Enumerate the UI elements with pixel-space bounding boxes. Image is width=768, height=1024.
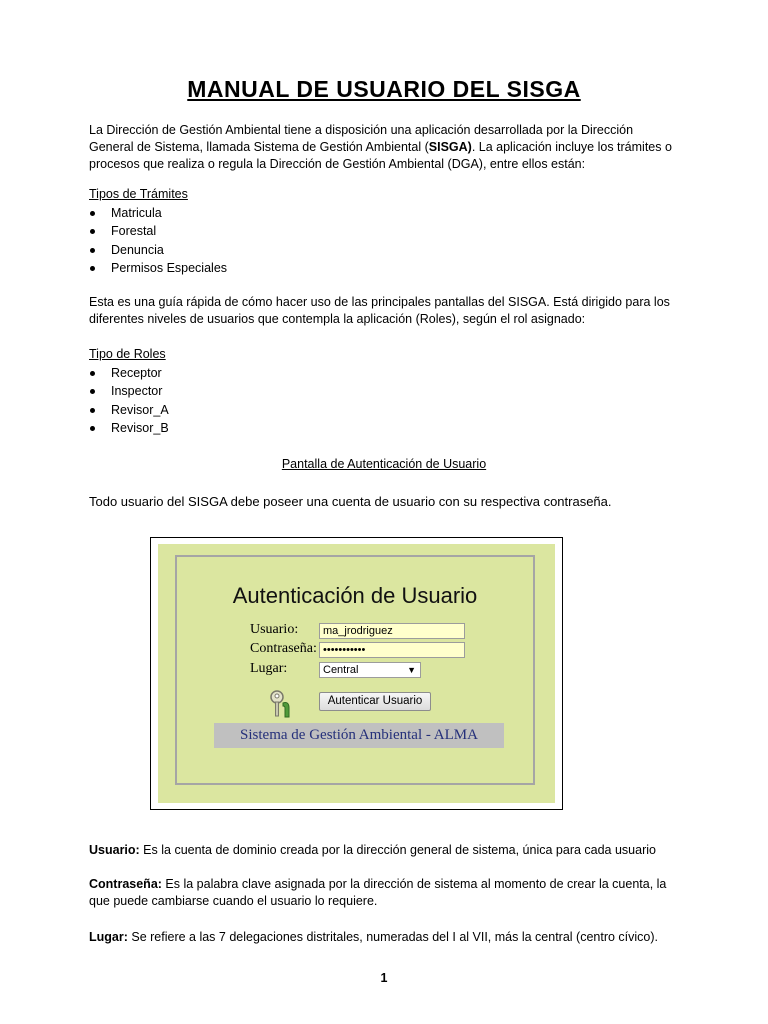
intro-text-2: . La aplicación incluye los trámites o procesos que realiza o regula la Dirección de Gestión Ambiental (DGA), entre ellos están: xyxy=(89,140,672,171)
definition-term: Lugar: xyxy=(89,930,128,944)
login-frame xyxy=(175,555,535,785)
page-number: 1 xyxy=(380,971,388,985)
roles-list xyxy=(89,364,169,438)
intro-paragraph xyxy=(89,122,679,173)
guide-paragraph: Esta es una guía rápida de cómo hacer uso de las principales pantallas del SISGA. Está dirigido para los diferentes niveles de usuarios que contempla la aplicación (Roles), según el rol asignado: xyxy=(89,295,670,326)
section-title: Pantalla de Autenticación de Usuario xyxy=(281,457,487,471)
definition-text: Es la cuenta de dominio creada por la dirección general de sistema, única para cada usuario xyxy=(139,843,656,857)
usuario-input[interactable]: ma_jrodriguez xyxy=(319,623,465,639)
contrasena-label: Contraseña: xyxy=(250,641,317,656)
definition-text: Se refiere a las 7 delegaciones distritales, numeradas del I al VII, más la central (centro cívico). xyxy=(127,930,658,944)
list-item: Inspector xyxy=(89,382,169,400)
definition-text: Es la palabra clave asignada por la dirección de sistema al momento de crear la cuenta, la que puede cambiarse cuando el usuario lo requiere. xyxy=(89,877,667,908)
chevron-down-icon: ▼ xyxy=(407,665,416,675)
definition-term: Usuario: xyxy=(89,843,140,857)
keys-icon xyxy=(269,689,295,719)
intro-text-1: La Dirección de Gestión Ambiental tiene a disposición una aplicación desarrollada por la Dirección General de Sistema, llamada Sistema de Gestión Ambiental ( xyxy=(89,123,634,154)
roles-heading: Tipo de Roles xyxy=(89,347,166,361)
lugar-select[interactable] xyxy=(319,662,421,678)
list-item: Matricula xyxy=(89,204,227,222)
tramites-list xyxy=(89,204,227,278)
definition-usuario xyxy=(89,842,679,859)
definition-contrasena xyxy=(89,876,679,910)
tramites-heading: Tipos de Trámites xyxy=(89,187,188,201)
list-item: Revisor_B xyxy=(89,419,169,437)
definition-term: Contraseña: xyxy=(89,877,162,891)
list-item: Permisos Especiales xyxy=(89,259,227,277)
system-banner: Sistema de Gestión Ambiental - ALMA xyxy=(214,723,504,748)
usuario-label: Usuario: xyxy=(250,622,299,637)
document-title: MANUAL DE USUARIO DEL SISGA xyxy=(187,76,581,102)
section-intro: Todo usuario del SISGA debe poseer una cuenta de usuario con su respectiva contraseña. xyxy=(89,494,612,509)
intro-text-bold: SISGA) xyxy=(428,140,472,154)
list-item: Denuncia xyxy=(89,241,227,259)
lugar-label: Lugar: xyxy=(250,661,288,676)
list-item: Receptor xyxy=(89,364,169,382)
authenticate-button[interactable]: Autenticar Usuario xyxy=(319,692,431,711)
list-item: Forestal xyxy=(89,222,227,240)
list-item: Revisor_A xyxy=(89,401,169,419)
login-panel xyxy=(158,544,555,803)
definition-lugar xyxy=(89,929,679,946)
contrasena-input[interactable]: ••••••••••• xyxy=(319,642,465,658)
login-title: Autenticación de Usuario xyxy=(232,583,478,608)
lugar-select-value: Central xyxy=(323,664,359,676)
login-screenshot xyxy=(150,537,563,810)
